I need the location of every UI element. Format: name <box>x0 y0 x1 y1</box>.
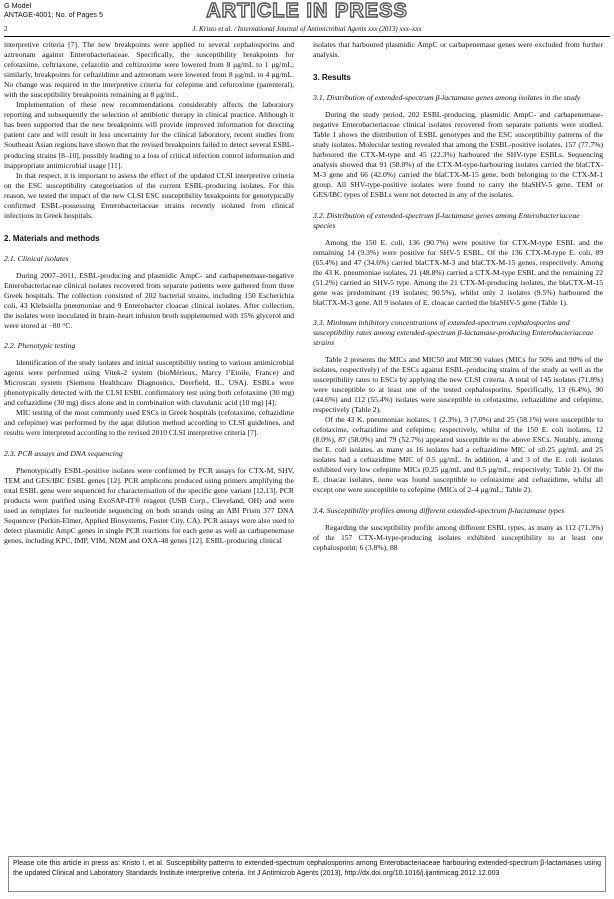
section-3-3-title: 3.3. Minimum inhibitory concentrations of extended-spectrum cephalosporins and susceptibility rates among extended-spectrum β-lactamase-producing Enterobacteriaceae strains <box>313 317 594 347</box>
section-3-3-paragraph-1: Table 2 presents the MICs and MIC50 and MIC90 values (MICs for 50% and 90% of the isolates, respectively) of the ESCs against ESBL-producing strains of the study as well as the susceptibility rates to ESCs by applying the new CLSI criteria. A total of 145 isolates (71.8%) were susceptible to at least one of the tested cephalosporins. Specifically, 13 (6.4%), 90 (44.6%) and 112 (55.4%) isolates were susceptible to cefotaxime, ceftazidime and cefepime, respectively (Table 2). <box>313 354 603 415</box>
top-bar <box>0 0 614 22</box>
section-3-4-title: 3.4. Susceptibility profiles among different extended-spectrum β-lactamase types <box>313 505 565 515</box>
gmodel-label: G Model <box>4 1 32 10</box>
header-rule <box>4 36 610 37</box>
section-2-3-title: 2.3. PCR assays and DNA sequencing <box>4 448 123 458</box>
citation-box <box>8 856 606 892</box>
section-3-2-title: 3.2. Distribution of extended-spectrum β-lactamase genes among Enterobacteriaceae species <box>313 210 580 230</box>
intro-paragraph-3: In that respect, it is important to assess the effect of the updated CLSI interpretive criteria on the ESC susceptibility categorisation of the current ESBL-producing isolates. For this reason, we tested the impact of the new CLSI ESC susceptibility breakpoints for genotypically confirmed ESBL-possessing Enterobacteriaceae strains recently isolated from clinical infections in Greek hospitals. <box>4 170 294 220</box>
section-3-1-paragraph: During the study period, 202 ESBL-producing, plasmidic AmpC- and carbapenemase-negative Enterobacteriaceae clinical isolates recovered from separate patients were studied. Table 1 shows the distribution of ESBL genotypes and the ESC susceptibility patterns of the study isolates. Molecular testing revealed that among the ESBL-positive isolates, 157 (77.7%) harboured the CTX-M-type and 45 (22.3%) harboured the SHV-type ESBLs. Sequencing analysis showed that 91 (58.0%) of the CTX-M-type-harbouring isolates carried the blaCTX-M-3 gene and 66 (42.0%) carried the blaCTX-M-15 gene, both belonging to the CTX-M-1 group. All SHV-type-positive isolates were found to carry the blaSHV-5 gene. TEM or GES/IBC types of ESBLs were not detected in any of the isolates. <box>313 110 603 200</box>
section-3-1-title: 3.1. Distribution of extended-spectrum β-lactamase genes among isolates in the study <box>313 93 581 103</box>
running-header <box>4 24 610 34</box>
page-number: 2 <box>4 25 8 33</box>
journal-line: J. Kristo et al. / International Journal of Antimicrobial Agents xxx (2013) xxx–xxx <box>192 25 422 33</box>
section-2-title: 2. Materials and methods <box>4 233 100 243</box>
article-in-press-banner: ARTICLE IN PRESS <box>206 0 408 22</box>
right-column <box>313 40 603 553</box>
citation-text: Please cite this article in press as: Kristo I, et al. Susceptibility patterns to extended-spectrum cephalosporins among Enterobacteriaceae harbouring extended-spectrum β-lactamases using the updated Clinical and Laboratory Standards Institute interpretive criteria. Int J Antimicrob Agents (2013), http://dx.doi.org/10.1016/j.ijantimicag.2012.12.003 <box>13 860 601 877</box>
section-2-2-paragraph-1: Identification of the study isolates and initial susceptibility testing to various antimicrobial agents were performed using Vitek-2 system (bioMérieux, Marcy l’Etoile, France) and Microscan system (Siemens Healthcare Diagnostics, Deerfield, IL, USA). ESBLs were phenotypically detected with the CLSI ESBL confirmatory test using both cefotaxime (30 mg) and ceftazidime (30 mg) discs alone and in combination with clavulanic acid (10 mg) [4]. <box>4 358 294 408</box>
page-count: No. of Pages 5 <box>55 10 103 19</box>
section-3-title: 3. Results <box>313 73 351 83</box>
intro-paragraph-1: interpretive criteria [7]. The new breakpoints were applied to several cephalosporins and aztreonam against Enterobacteriaceae. Specifically, the susceptibility breakpoints for cefotaxime, ceftriaxone, cefazolin and ceftizoxime were lowered from 8 μg/mL to 1 μg/mL; similarly, breakpoints for ceftazidime and aztreonam were lowered from 8 μg/mL to 4 μg/mL. No change was required in the interpretive criteria for cefepime and cefuroxime (parenteral), with the susceptibility breakpoints remaining at 8 μg/mL. <box>4 40 294 100</box>
article-code: ANTAGE-4001; <box>4 10 54 19</box>
continuation-paragraph: isolates that harboured plasmidic AmpC or carbapenemase genes were excluded from further analysis. <box>313 40 603 60</box>
section-2-3-paragraph: Phenotypically ESBL-positive isolates were confirmed by PCR assays for CTX-M, SHV, TEM and GES/IBC ESBL genes [12]. PCR amplicons produced using primers amplifying the total ESBL gene were sequenced for characterisation of the specific gene variant [12,13]. PCR products were purified using ExoSAP-IT® reagent (USB Corp., Cleveland, OH) and were used as templates for nucleotide sequencing on both strands using an ABI Prism 377 DNA Sequencer (Perkin-Elmer, Applied Biosystems, Foster City, CA). PCR assays were also used to detect plasmidic AmpC genes in single PCR reactions for each gene as well as carbapenemase genes, including KPC, IMP, VIM, NDM and OXA-48 genes [12]. ESBL-producing clinical <box>4 465 294 545</box>
intro-paragraph-2: Implementation of these new recommendations considerably affects the laboratory reporting and subsequently the selection of antibiotic therapy in clinical practice. Although it has been supported that the new breakpoints will provide improved information for directing patient care and will result in less uncertainty for the clinical laboratory, recent studies from Southeast Asian regions have shown that the revised breakpoints failed to detect several ESBL-producing strains [8–10], possibly leading to a loss of critical infection control information and inappropriate antimicrobial usage [11]. <box>4 100 294 170</box>
left-column <box>4 40 294 546</box>
section-3-3-paragraph-2: Of the 43 K. pneumoniae isolates, 1 (2.3%), 3 (7.0%) and 25 (58.1%) were susceptible to cefotaxime, ceftazidime and cefepime, respectively, whilst of the 150 E. coli isolates, 12 (8.0%), 87 (58.0%) and 79 (52.7%) appeared susceptible to the above ESCs. Notably, among the E. coli isolates, as many as 16 isolates had a ceftazidime MIC of ≤0.25 μg/mL and 25 isolates had a ceftazidime MIC of 0.5 μg/mL. In addition, 4 and 3 of the E. coli isolates exhibited very low cefepime MICs (0.25 μg/mL and 0.5 μg/mL, respectively; Table 2). Of the E. cloacae isolates, none was found susceptible to cefotaxime and ceftazidime, whilst all except one were susceptible to cefepime (MICs of 2–4 μg/mL; Table 2). <box>313 415 603 495</box>
section-2-1-paragraph: During 2007–2011, ESBL-producing and plasmidic AmpC- and carbapenemase-negative Enterobacteriaceae clinical isolates recovered from separate patients were gathered from three Greek hospitals. The collection consisted of 202 bacterial strains, including 150 Escherichia coli, 43 Klebsiella pneumoniae and 9 Enterobacter cloacae clinical isolates. After collection, the isolates were inoculated in brain–heart infusion broth supplemented with 15% glycerol and were stored at −80 °C. <box>4 270 294 331</box>
section-3-4-paragraph: Regarding the susceptibility profile among different ESBL types, as many as 112 (71.3%) of the 157 CTX-M-type-producing isolates exhibited susceptibility to at least one cephalosporin; 6 (3.8%), 88 <box>313 522 603 552</box>
section-2-2-paragraph-2: MIC testing of the most commonly used ESCs in Greek hospitals (cefotaxime, ceftazidime and cefepime) was performed by the agar dilution method according to CLSI guidelines, and results were interpreted according to the revised 2010 CLSI interpretive criteria [7]. <box>4 408 294 438</box>
section-2-2-title: 2.2. Phenotypic testing <box>4 341 76 351</box>
section-2-1-title: 2.1. Clinical isolates <box>4 253 69 263</box>
section-3-2-paragraph: Among the 150 E. coli, 136 (90.7%) were positive for CTX-M-type ESBL and the remaining 14 (9.3%) were positive for SHV-5 ESBL. Of the 136 CTX-M-type E. coli, 89 (65.4%) and 47 (34.6%) carried blaCTX-M-3 and blaCTX-M-15 genes, respectively. Among the 43 K. pneumoniae isolates, 21 (48.8%) carried a CTX-M-type ESBL and the remaining 22 (51.2%) carried an SHV-5 type. Among the 21 CTX-M-producing isolates, the blaCTX-M-15 gene was predominant (19 isolates; 90.5%), whilst only 2 isolates (9.5%) harboured the blaCTX-M-3 gene. All 9 isolates of E. cloacae carried the blaSHV-5 gene (Table 1). <box>313 237 603 307</box>
